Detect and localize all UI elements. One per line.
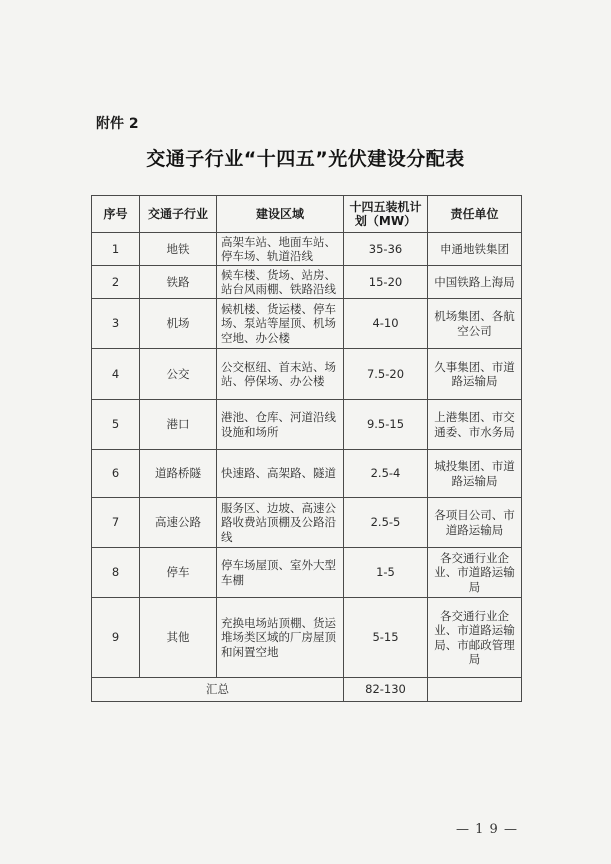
cell-subsector: 公交 [140,349,217,400]
cell-seq: 9 [92,598,140,678]
cell-capacity: 9.5-15 [344,400,428,450]
cell-unit: 久事集团、市道路运输局 [428,349,522,400]
cell-area: 候车楼、货场、站房、站台风雨棚、铁路沿线 [217,266,344,299]
cell-subsector: 港口 [140,400,217,450]
table-total-row [92,678,522,702]
cell-seq: 5 [92,400,140,450]
cell-area: 停车场屋顶、室外大型车棚 [217,548,344,598]
allocation-table [91,195,522,702]
cell-seq: 6 [92,450,140,498]
cell-subsector: 高速公路 [140,498,217,548]
cell-subsector: 地铁 [140,233,217,266]
cell-capacity: 15-20 [344,266,428,299]
cell-area: 高架车站、地面车站、停车场、轨道沿线 [217,233,344,266]
cell-unit: 各项目公司、市道路运输局 [428,498,522,548]
cell-area: 港池、仓库、河道沿线设施和场所 [217,400,344,450]
cell-seq: 1 [92,233,140,266]
cell-subsector: 铁路 [140,266,217,299]
cell-subsector: 机场 [140,299,217,349]
cell-capacity: 5-15 [344,598,428,678]
cell-unit: 城投集团、市道路运输局 [428,450,522,498]
total-capacity: 82-130 [344,678,428,702]
cell-area: 快速路、高架路、隧道 [217,450,344,498]
cell-capacity: 2.5-5 [344,498,428,548]
document-title: 交通子行业“十四五”光伏建设分配表 [146,148,465,170]
cell-unit: 各交通行业企业、市道路运输局 [428,548,522,598]
header-area: 建设区域 [217,196,344,233]
cell-unit: 机场集团、各航空公司 [428,299,522,349]
cell-seq: 2 [92,266,140,299]
table-row [92,598,522,678]
table-row [92,548,522,598]
cell-seq: 8 [92,548,140,598]
cell-area: 服务区、边坡、高速公路收费站顶棚及公路沿线 [217,498,344,548]
total-label: 汇总 [92,678,344,702]
cell-unit: 各交通行业企业、市道路运输局、市邮政管理局 [428,598,522,678]
cell-unit: 上港集团、市交通委、市水务局 [428,400,522,450]
cell-area: 充换电场站顶棚、货运堆场类区域的厂房屋顶和闲置空地 [217,598,344,678]
cell-subsector: 停车 [140,548,217,598]
cell-seq: 7 [92,498,140,548]
table-row [92,299,522,349]
header-subsector: 交通子行业 [140,196,217,233]
cell-unit: 申通地铁集团 [428,233,522,266]
cell-subsector: 其他 [140,598,217,678]
cell-area: 公交枢纽、首末站、场站、停保场、办公楼 [217,349,344,400]
cell-capacity: 4-10 [344,299,428,349]
cell-capacity: 7.5-20 [344,349,428,400]
header-seq: 序号 [92,196,140,233]
annex-label: 附件 2 [96,116,139,132]
page-number: — 1 9 — [456,822,518,837]
cell-capacity: 1-5 [344,548,428,598]
total-unit-empty [428,678,522,702]
table-row [92,498,522,548]
cell-area: 候机楼、货运楼、停车场、泵站等屋顶、机场空地、办公楼 [217,299,344,349]
table-row [92,233,522,266]
cell-seq: 3 [92,299,140,349]
cell-capacity: 35-36 [344,233,428,266]
table-row [92,349,522,400]
table-row [92,266,522,299]
header-capacity: 十四五装机计划（MW） [344,196,428,233]
table-header-row [92,196,522,233]
cell-capacity: 2.5-4 [344,450,428,498]
cell-unit: 中国铁路上海局 [428,266,522,299]
table-row [92,450,522,498]
header-unit: 责任单位 [428,196,522,233]
cell-seq: 4 [92,349,140,400]
cell-subsector: 道路桥隧 [140,450,217,498]
table-row [92,400,522,450]
